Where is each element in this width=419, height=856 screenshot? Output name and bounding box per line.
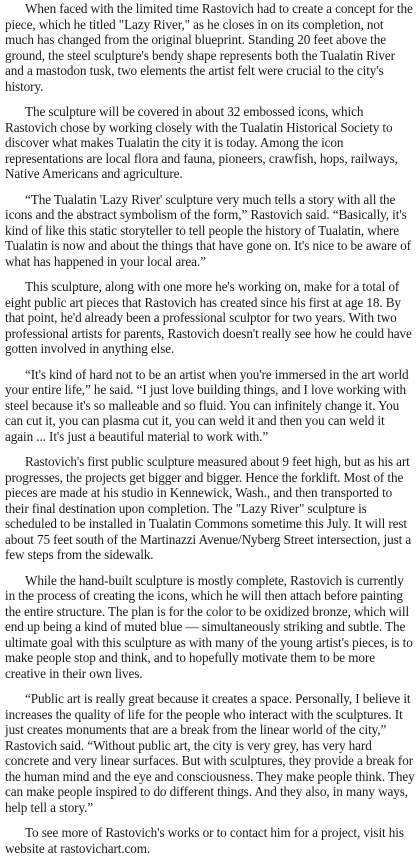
article-paragraph: To see more of Rastovich's works or to contact him for a project, visit his website at rastovichart.com.: [5, 825, 404, 856]
article-paragraph: “The Tualatin 'Lazy River' sculpture very much tells a story with all the icons and the abstract symbolism of the form,” Rastovich said. “Basically, it's kind of like this static storyteller to tell people the history of Tualatin, where Tualatin is now and about the things that have gone on. It's nice to be aware of what has happened in your local area.”: [5, 191, 411, 269]
article-paragraph: The sculpture will be covered in about 32 embossed icons, which Rastovich chose by working closely with the Tualatin Historical Society to discover what makes Tualatin the city it is today. Among the icon representations are local flora and fauna, pioneers, crawfish, hops, railways, Native Americans and agriculture.: [5, 104, 398, 181]
article-paragraph: “Public art is really great because it creates a space. Personally, I believe it increases the quality of life for the people who interact with the sculptures. It just creates monuments that are a break from the linear world of the city,” Rastovich said. “Without public art, the city is very grey, has very hard concrete and very linear surfaces. But with sculptures, they provide a break for the human mind and the eye and consciousness. They make people think. They can make people inspired to do different things. And they also, in many ways, help tell a story.”: [5, 691, 415, 815]
article-paragraph: While the hand-built sculpture is mostly complete, Rastovich is currently in the process of creating the icons, which he will then attach before painting the entire structure. The plan is for the color to be oxidized bronze, which will end up being a kind of muted blue — simultaneously striking and subtle. The ultimate goal with this sculpture as with many of the young artist's pieces, is to make people stop and think, and to hopefully motivate them to be more creative in their own lives.: [5, 572, 413, 681]
article-paragraph: This sculpture, along with one more he's working on, make for a total of eight public art pieces that Rastovich has created since his first at age 18. By that point, he'd already been a professional sculptor for two years. With two professional artists for parents, Rastovich doesn't really see how he could have gotten involved in anything else.: [5, 279, 412, 356]
article-body: [0, 1, 419, 856]
article-paragraph: Rastovich's first public sculpture measured about 9 feet high, but as his art progresses, the projects get bigger and bigger. Hence the forklift. Most of the pieces are made at his studio in Kennewick, Wash., and then transported to their final destination upon completion. The "Lazy River" sculpture is scheduled to be installed in Tualatin Commons sometime this July. It will rest about 75 feet south of the Martinazzi Avenue/Nyberg Street intersection, just a few steps from the sidewalk.: [5, 454, 412, 562]
article-paragraph: “It's kind of hard not to be an artist when you're immersed in the art world your entire life,” he said. “I just love building things, and I love working with steel because it's so malleable and so fluid. You can infinitely change it. You can cut it, you can plasma cut it, you can weld it and then you can weld it again ... It's just a beautiful material to work with.”: [5, 366, 409, 444]
article-paragraph: When faced with the limited time Rastovich had to create a concept for the piece, which he titled "Lazy River," as he closes in on its completion, not much has changed from the original blueprint. Standing 20 feet above the ground, the steel sculpture's bendy shape represents both the Tualatin River and a mastodon tusk, two elements the artist felt were crucial to the city's history.: [5, 1, 413, 94]
